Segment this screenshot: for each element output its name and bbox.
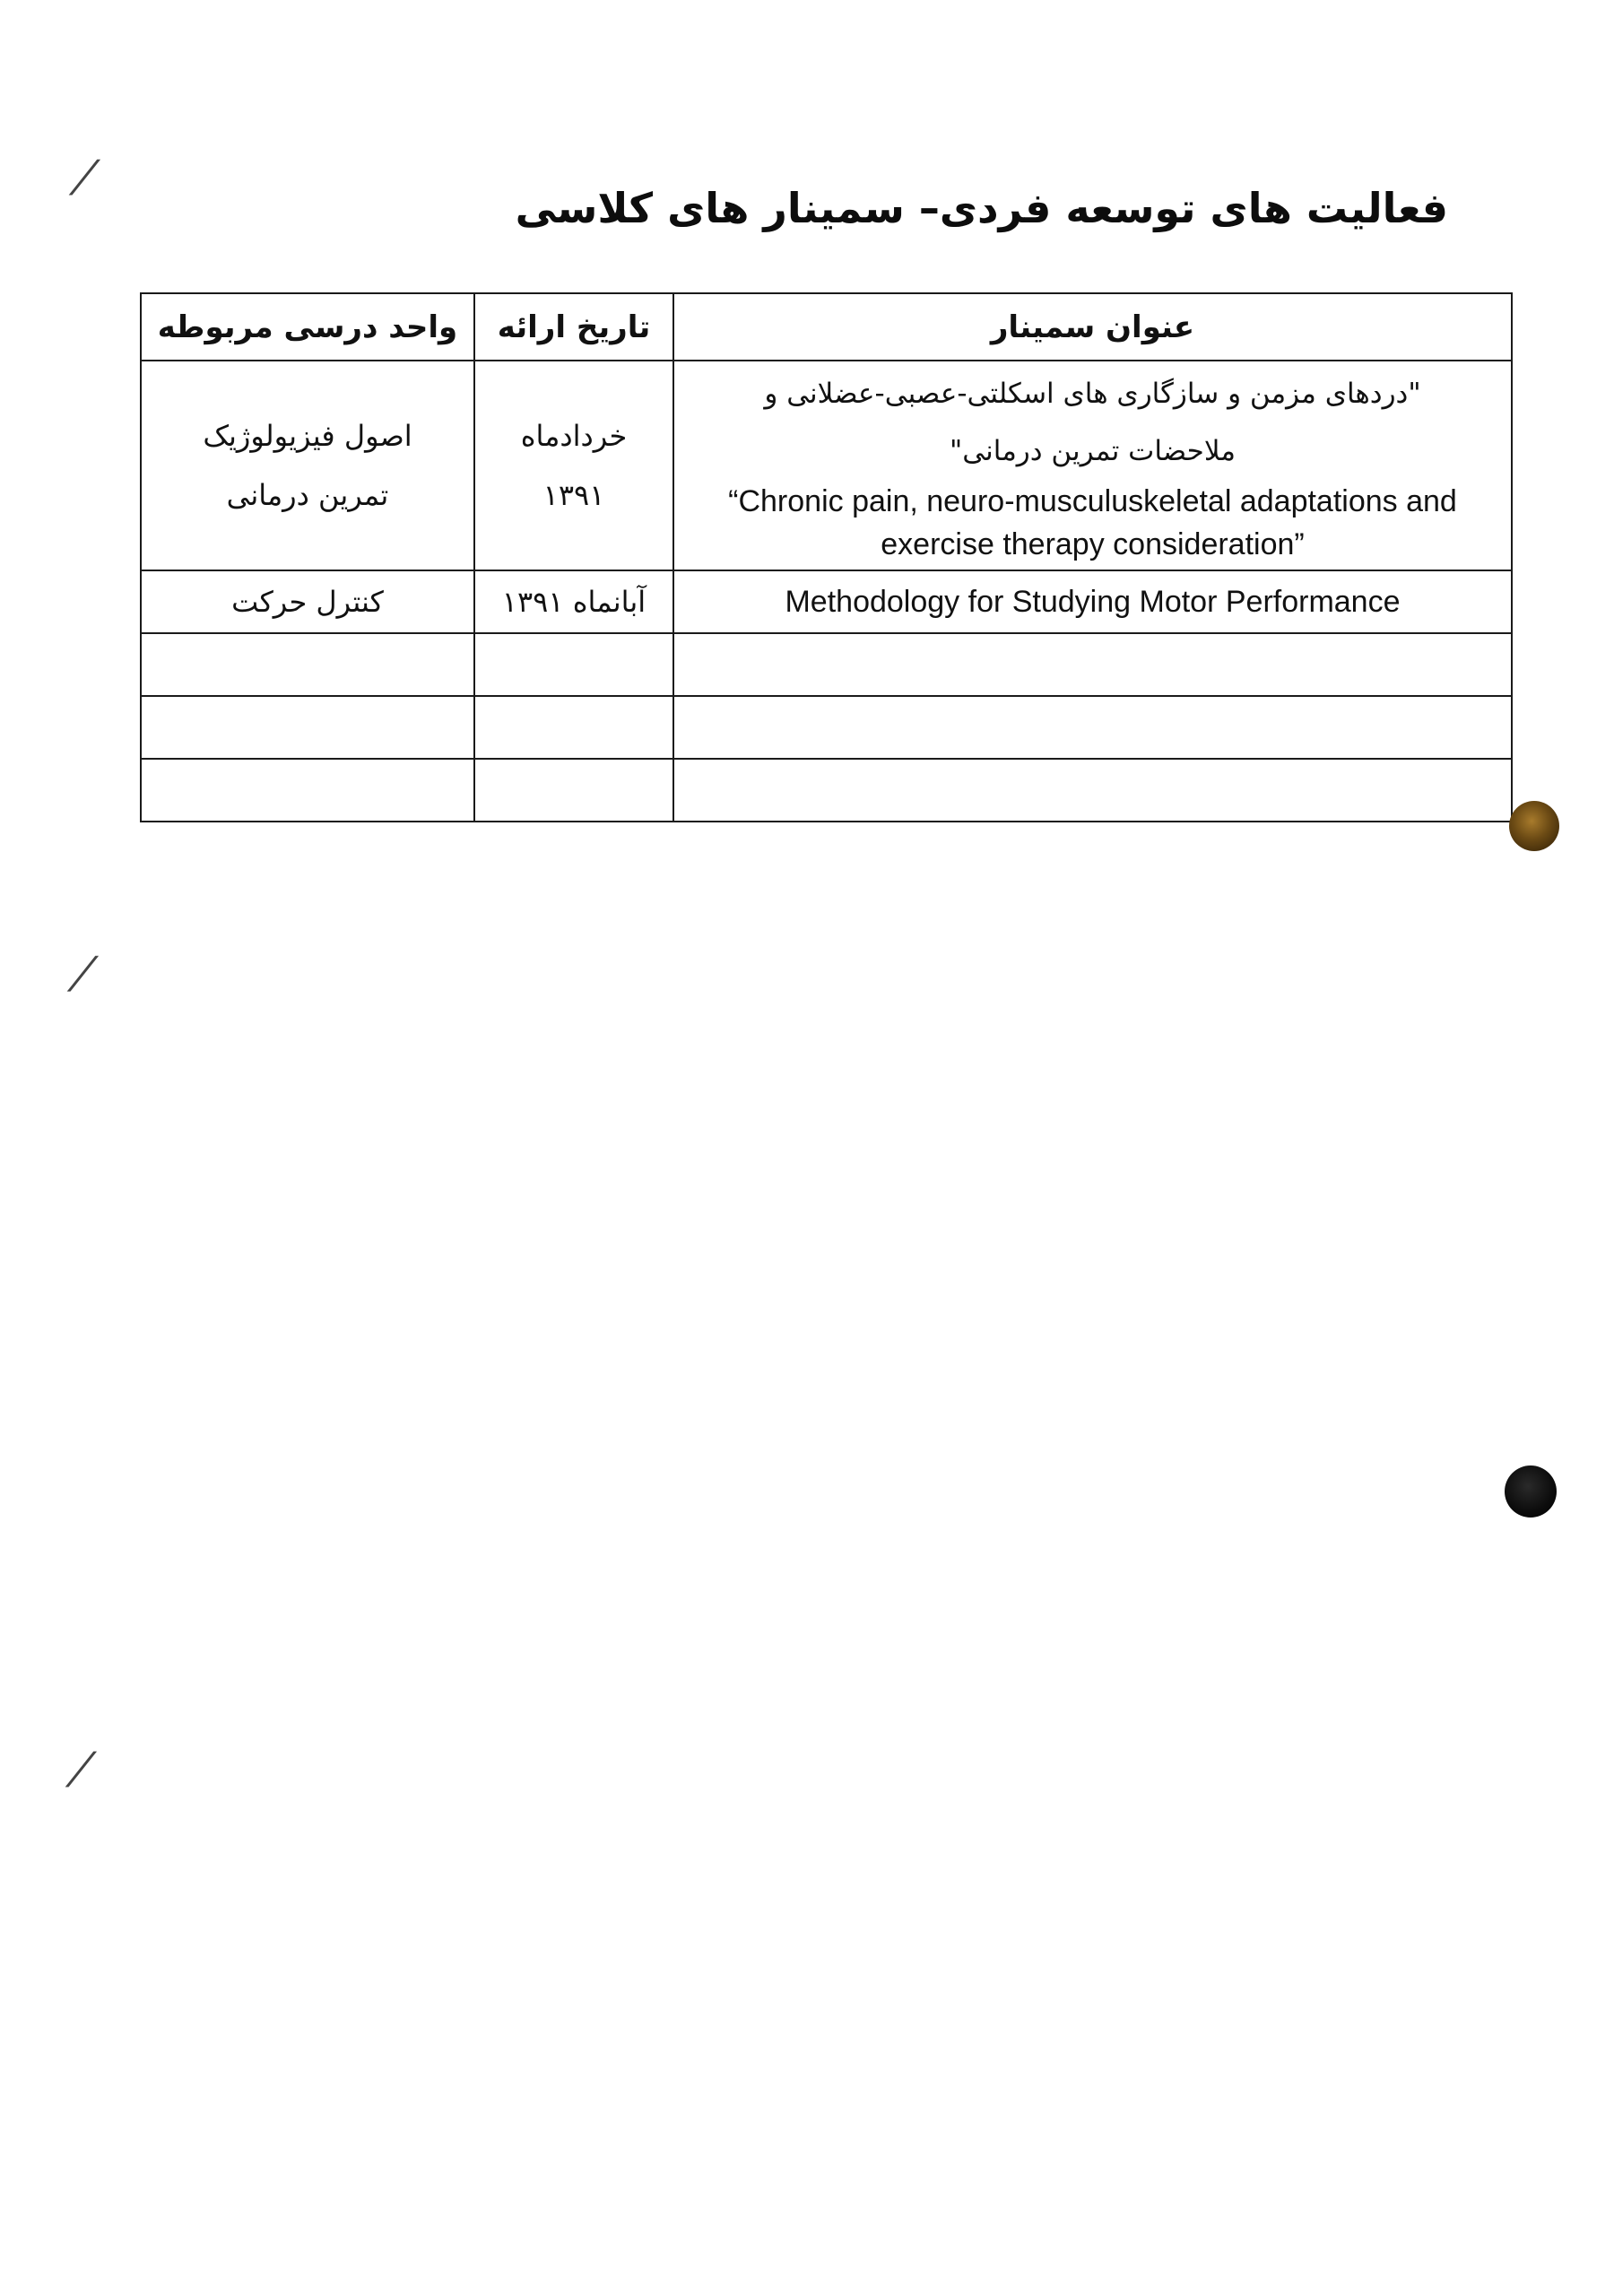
seminar-table (140, 292, 1513, 822)
seminar-title-en-line: Methodology for Studying Motor Performance (785, 585, 1401, 619)
empty-table-row (141, 696, 1512, 759)
table-header-row (141, 293, 1512, 361)
empty-cell (141, 759, 474, 822)
seminar-title-fa-line: "دردهای مزمن و سازگاری های اسکلتی-عصبی-عضلانی و (764, 378, 1421, 410)
empty-table-row (141, 633, 1512, 696)
table-row (141, 570, 1512, 633)
course-name-line: کنترل حرکت (231, 585, 384, 619)
seminar-title-fa-line: ملاحضات تمرین درمانی" (950, 435, 1236, 467)
presentation-date-cell (474, 361, 673, 570)
date-month: خردادماه (520, 419, 628, 453)
seminar-title-en-line: exercise therapy consideration” (881, 527, 1305, 561)
related-course-cell (141, 361, 474, 570)
seminar-title-en-line: “Chronic pain, neuro-musculuskeletal adaptations and (728, 484, 1457, 518)
punch-hole-mark (1509, 801, 1559, 851)
header-presentation-date: تاریخ ارائه (474, 293, 673, 361)
empty-cell (673, 696, 1512, 759)
header-related-course: واحد درسی مربوطه (141, 293, 474, 361)
margin-tick-mark: ⁄ (79, 949, 87, 1003)
empty-cell (673, 633, 1512, 696)
header-seminar-title: عنوان سمینار (673, 293, 1512, 361)
course-name-line: تمرین درمانی (226, 478, 389, 512)
table-row (141, 361, 1512, 570)
empty-cell (474, 759, 673, 822)
margin-tick-mark: ⁄ (81, 152, 89, 206)
related-course-cell (141, 570, 474, 633)
empty-cell (474, 696, 673, 759)
punch-hole-mark (1505, 1465, 1557, 1518)
empty-table-row (141, 759, 1512, 822)
margin-tick-mark: ⁄ (77, 1744, 85, 1798)
seminar-title-cell (673, 570, 1512, 633)
empty-cell (474, 633, 673, 696)
empty-cell (141, 696, 474, 759)
empty-cell (673, 759, 1512, 822)
page-title: فعالیت های توسعه فردی– سمینار های کلاسی (515, 184, 1448, 232)
seminar-title-cell (673, 361, 1512, 570)
date-year: ۱۳۹۱ (542, 478, 605, 512)
empty-cell (141, 633, 474, 696)
date-text: آبانماه ۱۳۹۱ (501, 585, 646, 619)
course-name-line: اصول فیزیولوژیک (203, 419, 412, 453)
presentation-date-cell (474, 570, 673, 633)
